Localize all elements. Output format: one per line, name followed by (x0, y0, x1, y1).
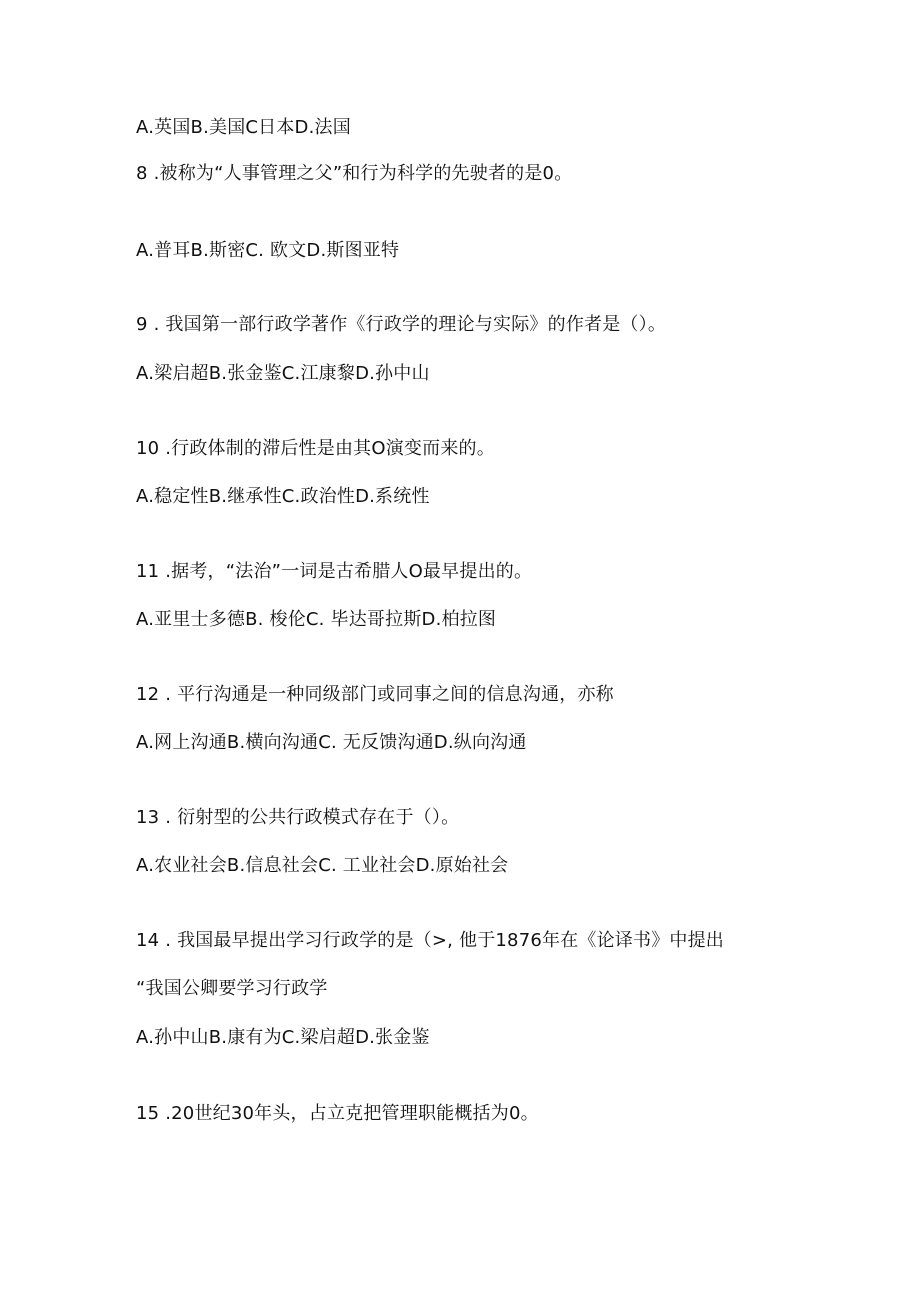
q8-question: 8 .被称为“人事管理之父”和行为科学的先驶者的是0。 (136, 163, 573, 184)
q8-options: A.普耳B.斯密C. 欧文D.斯图亚特 (136, 240, 400, 261)
q12-question: 12 . 平行沟通是一种同级部门或同事之间的信息沟通，亦称 (136, 684, 614, 705)
q14-question: 14 . 我国最早提出学习行政学的是（>, 他于1876年在《论译书》中提出 (136, 930, 725, 951)
q13-question: 13 . 衍射型的公共行政模式存在于（）。 (136, 807, 460, 828)
q12-options: A.网上沟通B.横向沟通C. 无反馈沟通D.纵向沟通 (136, 732, 527, 753)
q15-question: 15 .20世纪30年头，占立克把管理职能概括为0。 (136, 1103, 539, 1124)
q11-options: A.亚里士多德B. 梭伦C. 毕达哥拉斯D.柏拉图 (136, 609, 497, 630)
q10-options: A.稳定性B.继承性C.政治性D.系统性 (136, 486, 430, 507)
q13-options: A.农业社会B.信息社会C. 工业社会D.原始社会 (136, 855, 509, 876)
q7-options: A.英国B.美国C日本D.法国 (136, 117, 351, 138)
q14-question-continued: “我国公卿要学习行政学 (136, 978, 328, 999)
q10-question: 10 .行政体制的滞后性是由其O演变而来的。 (136, 438, 495, 459)
q9-question: 9 . 我国第一部行政学著作《行政学的理论与实际》的作者是（）。 (136, 314, 667, 335)
q9-options: A.梁启超B.张金鉴C.江康黎D.孙中山 (136, 363, 430, 384)
q14-options: A.孙中山B.康有为C.梁启超D.张金鉴 (136, 1027, 430, 1048)
q11-question: 11 .据考，“法治”一词是古希腊人O最早提出的。 (136, 561, 533, 582)
